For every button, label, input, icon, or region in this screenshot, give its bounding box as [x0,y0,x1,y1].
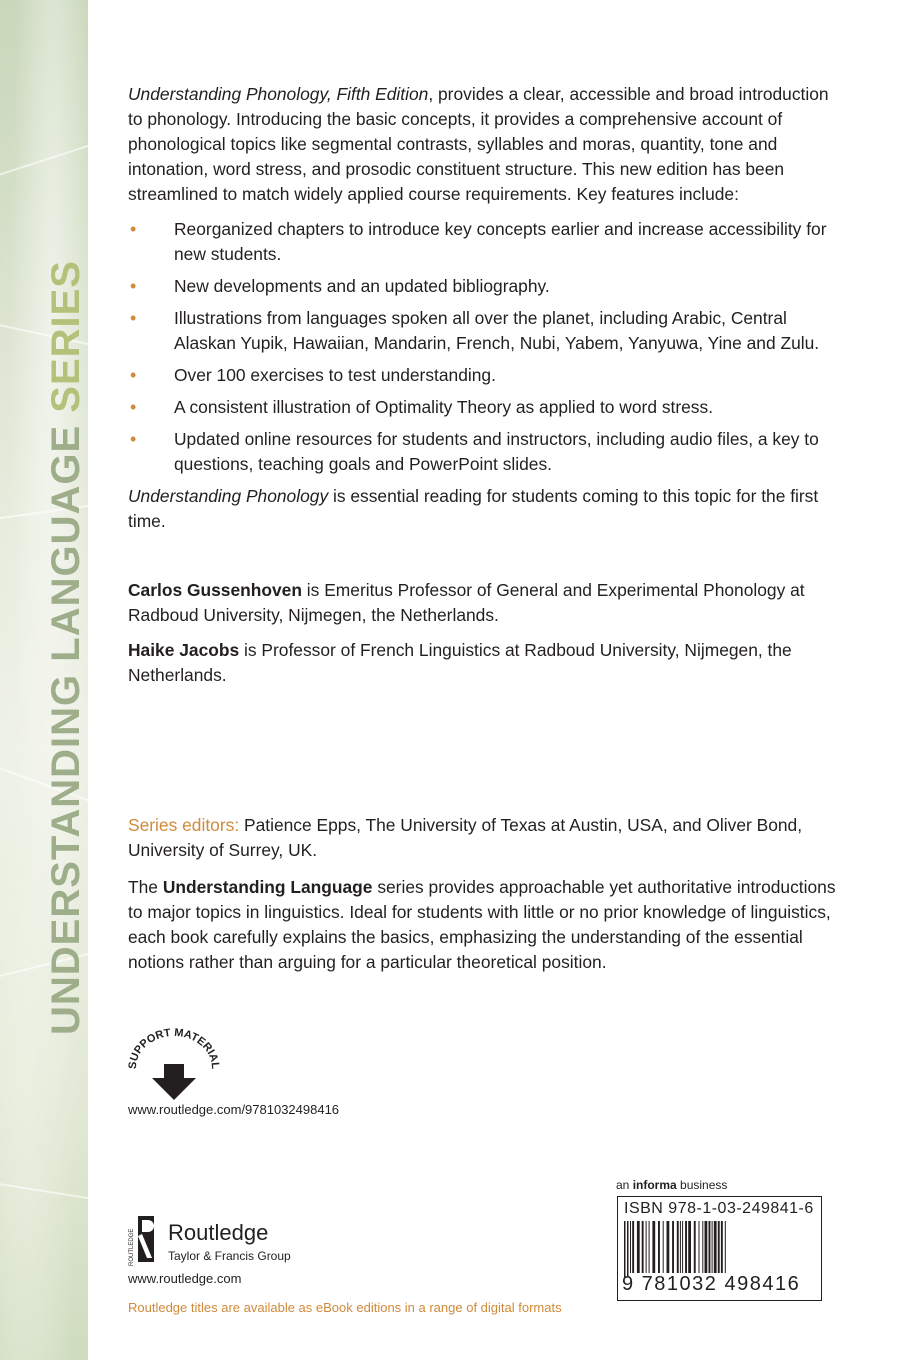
isbn-label: ISBN 978-1-03-249841-6 [624,1200,814,1217]
series-editors: Series editors: Patience Epps, The University of Texas at Austin, USA, and Oliver Bond, University of Surrey, UK. [128,815,803,860]
author-name: Haike Jacobs [128,640,240,660]
isbn-barcode [617,1196,822,1301]
author-name: Carlos Gussenhoven [128,580,302,600]
routledge-r-mark-icon [128,1216,158,1268]
svg-text:ROUTLEDGE: ROUTLEDGE [129,1228,135,1266]
book-title: Understanding Phonology, Fifth Edition [128,84,429,104]
support-material-download-icon [126,1028,222,1104]
series-spine-title: UNDERSTANDING LANGUAGE SERIES [44,260,88,1035]
intro-paragraph: Understanding Phonology, Fifth Edition, provides a clear, accessible and broad introduction to phonology. Introducing the basic concepts, it provides a comprehensive account of phonological topics like segmental contrasts, syllables and moras, quantity, tone and intonation, word stress, and prosodic constituent structure. This new edition has been streamlined to match widely applied course requirements. Key features include: [128,84,829,204]
feature-item: • A consistent illustration of Optimality Theory as applied to word stress. [128,395,836,420]
book-description [128,82,836,534]
routledge-logo [128,1216,328,1268]
author-bio: Carlos Gussenhoven is Emeritus Professor of General and Experimental Phonology at Radboud University, Nijmegen, the Netherlands. [128,580,805,625]
closing-paragraph: Understanding Phonology is essential reading for students coming to this topic for the first time. [128,486,819,531]
support-material-label: SUPPORT MATERIAL [126,1028,222,1070]
author-bios [128,578,836,698]
feature-item: • Illustrations from languages spoken all over the planet, including Arabic, Central Alaskan Yupik, Hawaiian, Mandarin, French, Nubi, Yabem, Yanyuwa, Yine and Zulu. [128,306,836,356]
barcode-number: 9 781032 498416 [622,1273,801,1295]
informa-tagline: an informa business [616,1178,728,1192]
publisher-name: Routledge [168,1220,269,1245]
series-info [128,813,836,987]
publisher-url: www.routledge.com [128,1271,242,1286]
feature-item: • Reorganized chapters to introduce key concepts earlier and increase accessibility for new students. [128,217,836,267]
feature-list [128,217,836,477]
barcode-bars [622,1221,817,1277]
svg-text:SUPPORT MATERIAL [127,1028,221,1070]
ebook-note: Routledge titles are available as eBook editions in a range of digital formats [128,1300,562,1315]
feature-item: • Updated online resources for students and instructors, including audio files, a key to questions, teaching goals and PowerPoint slides. [128,427,836,477]
series-description: The Understanding Language series provides approachable yet authoritative introductions to major topics in linguistics. Ideal for students with little or no prior knowledge of linguistics, each book carefully explains the basics, emphasizing the understanding of the essential notions rather than arguing for a particular theoretical position. [128,877,836,972]
author-bio: Haike Jacobs is Professor of French Linguistics at Radboud University, Nijmegen, the Netherlands. [128,640,792,685]
spine-panel [0,0,88,1360]
publisher-subtitle: Taylor & Francis Group [168,1249,291,1263]
feature-item: • New developments and an updated bibliography. [128,274,836,299]
feature-item: • Over 100 exercises to test understanding. [128,363,836,388]
support-url: www.routledge.com/9781032498416 [128,1102,340,1117]
